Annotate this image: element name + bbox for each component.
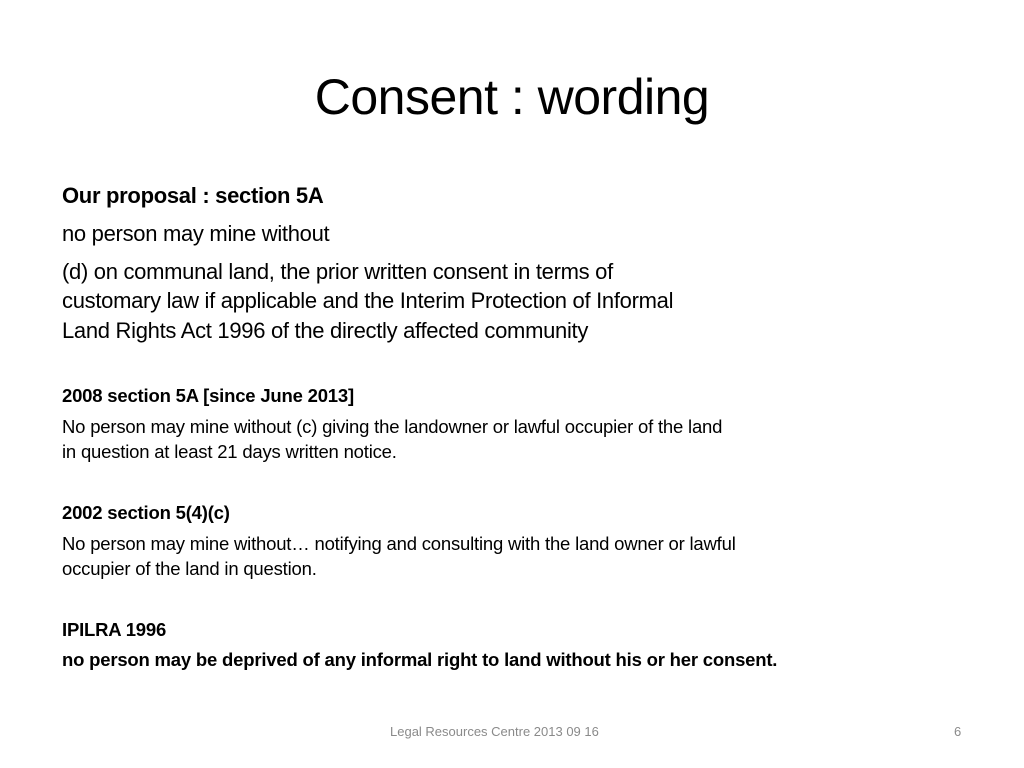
proposal-line: no person may mine without	[62, 221, 330, 246]
proposal-line: Land Rights Act 1996 of the directly affected community	[62, 318, 589, 343]
section-2008-line: No person may mine without (c) giving the landowner or lawful occupier of the land	[62, 416, 723, 437]
section-2002-heading: 2002 section 5(4)(c)	[62, 502, 230, 523]
page-number: 6	[954, 724, 962, 739]
proposal-line: (d) on communal land, the prior written consent in terms of	[62, 259, 613, 284]
section-2002-line: No person may mine without… notifying and consulting with the land owner or lawful	[62, 533, 736, 554]
slide-title: Consent : wording	[314, 69, 710, 125]
section-2002-line: occupier of the land in question.	[62, 558, 317, 579]
section-2008-heading: 2008 section 5A [since June 2013]	[62, 385, 354, 406]
section-2008-line: in question at least 21 days written notice.	[62, 441, 397, 462]
ipilra-heading: IPILRA 1996	[62, 619, 167, 640]
proposal-line: customary law if applicable and the Interim Protection of Informal	[62, 288, 674, 313]
footer-text: Legal Resources Centre 2013 09 16	[390, 724, 599, 739]
ipilra-line: no person may be deprived of any informal right to land without his or her consent.	[62, 649, 778, 670]
proposal-heading: Our proposal : section 5A	[62, 183, 324, 208]
